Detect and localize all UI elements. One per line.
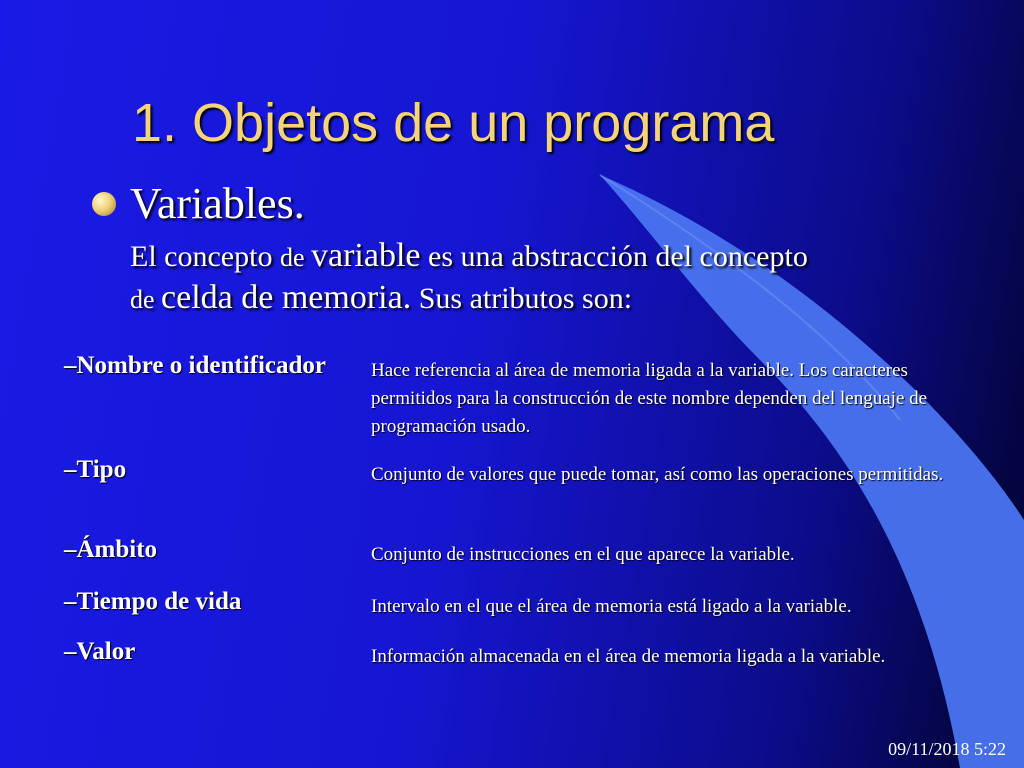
bullet-label: Variables.	[130, 179, 305, 228]
attribute-name: –Tipo	[64, 456, 127, 483]
para-term-variable: variable	[311, 237, 421, 274]
para-part-4: es una abstracción del concepto	[420, 240, 808, 273]
para-part-7: Sus atributos son:	[411, 282, 633, 315]
slide-date: 09/11/2018 5:22	[888, 739, 1006, 759]
slide-title: 1. Objetos de un programa	[132, 93, 775, 153]
para-part-1: El concepto	[130, 240, 280, 273]
para-term-celda: celda de memoria.	[161, 279, 412, 316]
attribute-description: Hace referencia al área de memoria ligada a la variable. Los caracteres permitidos para la construcción de este nombre dependen del lenguaje de programación usado.	[371, 360, 928, 437]
definition-paragraph	[130, 236, 930, 320]
attribute-name: –Tiempo de vida	[64, 588, 242, 615]
attribute-name: –Ámbito	[64, 536, 158, 563]
attribute-name: –Nombre o identificador	[64, 352, 327, 379]
attribute-description: Información almacenada en el área de memoria ligada a la variable.	[371, 646, 886, 667]
attribute-name: –Valor	[64, 638, 136, 665]
attribute-description: Intervalo en el que el área de memoria está ligado a la variable.	[371, 596, 852, 617]
attribute-description: Conjunto de valores que puede tomar, así como las operaciones permitidas.	[371, 464, 944, 485]
bullet-dot-icon	[92, 192, 116, 216]
attribute-description: Conjunto de instrucciones en el que aparece la variable.	[371, 544, 795, 565]
para-part-2: de	[279, 243, 311, 272]
para-part-5: de	[130, 285, 162, 314]
bullet-variables	[92, 178, 305, 229]
